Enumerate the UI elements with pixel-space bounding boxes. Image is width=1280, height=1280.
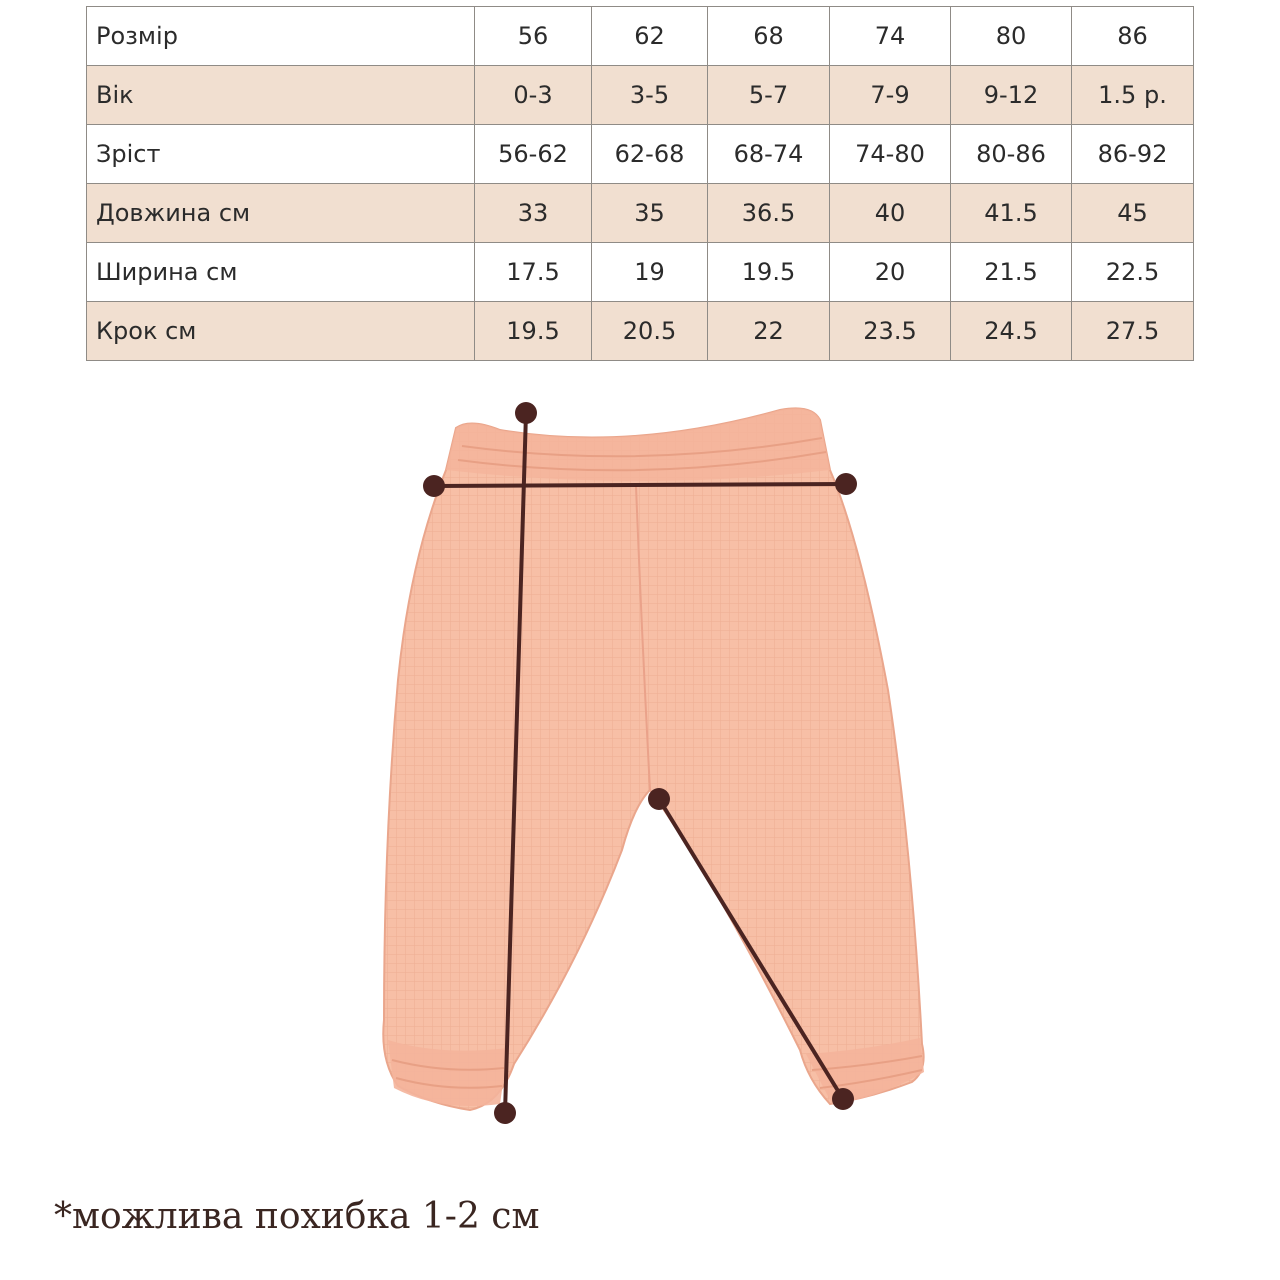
- table-cell: 35: [592, 184, 708, 243]
- width-measure-line: [434, 484, 846, 486]
- row-label: Довжина см: [87, 184, 475, 243]
- table-cell: 56: [475, 7, 592, 66]
- table-row-size: [87, 7, 1194, 66]
- table-cell: 22.5: [1072, 243, 1194, 302]
- table-row-age: [87, 66, 1194, 125]
- table-cell: 17.5: [475, 243, 592, 302]
- table-cell: 21.5: [951, 243, 1072, 302]
- pants-measurement-diagram: [0, 380, 1280, 1140]
- measure-point: [832, 1088, 854, 1110]
- table-cell: 86: [1072, 7, 1194, 66]
- table-row-inseam: [87, 302, 1194, 361]
- table-cell: 86-92: [1072, 125, 1194, 184]
- table-cell: 20: [830, 243, 951, 302]
- table-row-height: [87, 125, 1194, 184]
- table-cell: 68-74: [708, 125, 830, 184]
- table-cell: 22: [708, 302, 830, 361]
- row-label: Розмір: [87, 7, 475, 66]
- table-cell: 80: [951, 7, 1072, 66]
- size-table: [86, 6, 1194, 361]
- table-cell: 9-12: [951, 66, 1072, 125]
- table-cell: 62-68: [592, 125, 708, 184]
- measure-point: [835, 473, 857, 495]
- table-cell: 40: [830, 184, 951, 243]
- pants-image: [383, 408, 924, 1110]
- table-cell: 1.5 р.: [1072, 66, 1194, 125]
- row-label: Вік: [87, 66, 475, 125]
- table-cell: 23.5: [830, 302, 951, 361]
- table-cell: 41.5: [951, 184, 1072, 243]
- table-cell: 3-5: [592, 66, 708, 125]
- table-cell: 62: [592, 7, 708, 66]
- table-cell: 0-3: [475, 66, 592, 125]
- table-cell: 80-86: [951, 125, 1072, 184]
- table-cell: 56-62: [475, 125, 592, 184]
- row-label: Зріст: [87, 125, 475, 184]
- table-row-width: [87, 243, 1194, 302]
- row-label: Крок см: [87, 302, 475, 361]
- table-cell: 7-9: [830, 66, 951, 125]
- table-cell: 5-7: [708, 66, 830, 125]
- measure-point: [515, 402, 537, 424]
- table-cell: 45: [1072, 184, 1194, 243]
- table-cell: 19: [592, 243, 708, 302]
- measure-point: [494, 1102, 516, 1124]
- tolerance-note: *можлива похибка 1-2 см: [54, 1196, 540, 1237]
- table-cell: 20.5: [592, 302, 708, 361]
- table-row-length: [87, 184, 1194, 243]
- table-cell: 24.5: [951, 302, 1072, 361]
- table-cell: 19.5: [475, 302, 592, 361]
- table-cell: 74-80: [830, 125, 951, 184]
- table-cell: 27.5: [1072, 302, 1194, 361]
- table-cell: 74: [830, 7, 951, 66]
- table-cell: 68: [708, 7, 830, 66]
- row-label: Ширина см: [87, 243, 475, 302]
- table-cell: 33: [475, 184, 592, 243]
- measure-point: [648, 788, 670, 810]
- table-cell: 36.5: [708, 184, 830, 243]
- measure-point: [423, 475, 445, 497]
- table-cell: 19.5: [708, 243, 830, 302]
